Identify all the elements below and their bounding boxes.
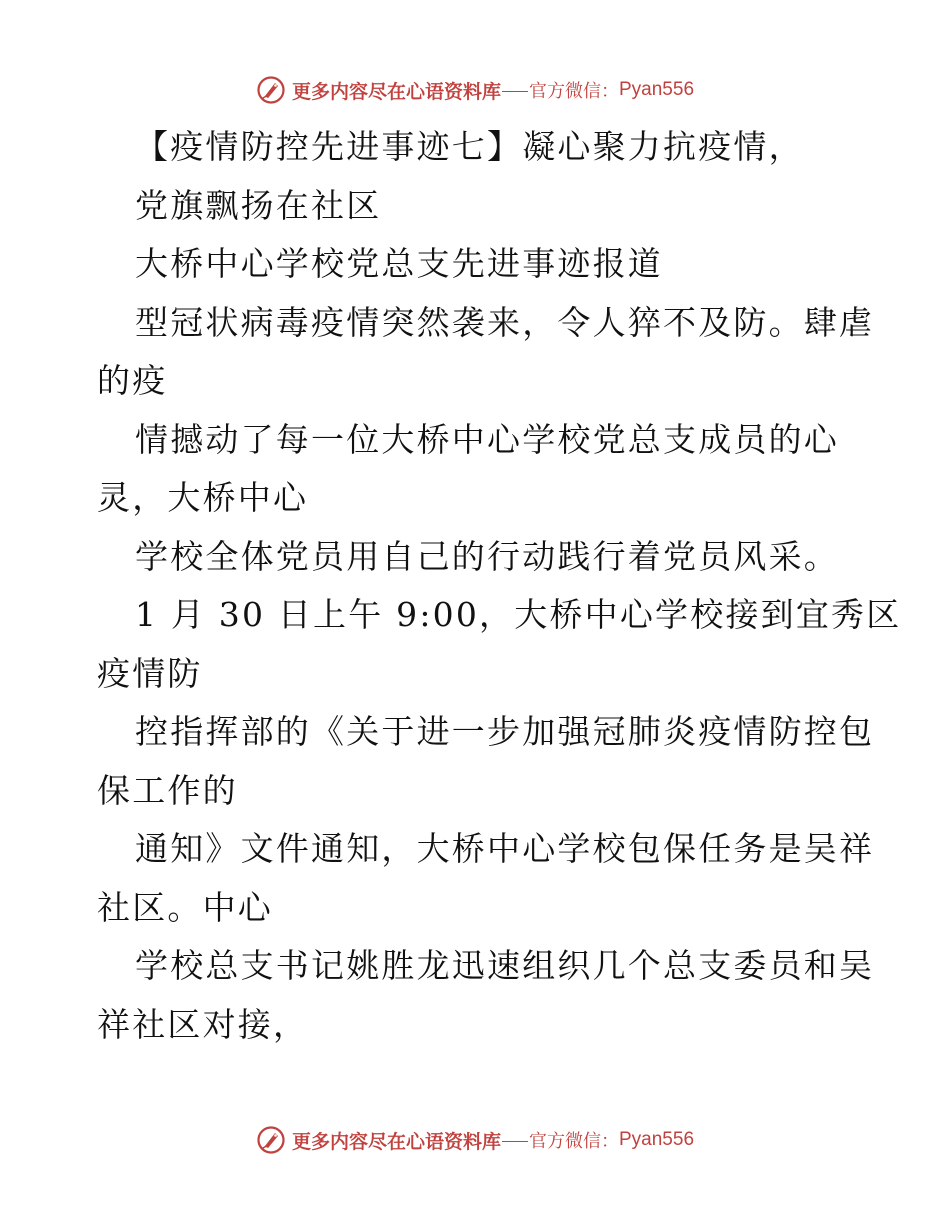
- document-line: 情撼动了每一位大桥中心学校党总支成员的心: [135, 419, 839, 459]
- watermark-wechat-label: 官方微信：: [529, 1131, 619, 1152]
- document-line: 学校总支书记姚胜龙迅速组织几个总支委员和吴: [135, 946, 875, 985]
- pen-nib-circle-logo-icon: [256, 1125, 286, 1155]
- document-line: 1 月 30 日上午 9:00，大桥中心学校接到宜秀区: [135, 595, 902, 634]
- document-line: 学校全体党员用自己的行动践行着党员风采。: [135, 536, 839, 576]
- watermark-text: 更多内容尽在心语资料库: [291, 1130, 501, 1153]
- watermark-footer: [0, 1120, 950, 1160]
- document-line: 灵，大桥中心: [97, 478, 309, 517]
- document-line: 大桥中心学校党总支先进事迹报道: [135, 244, 663, 283]
- document-line: 党旗飘扬在社区: [135, 185, 382, 225]
- document-body: [97, 118, 902, 1054]
- watermark-wechat-id: Pyan556: [619, 79, 695, 100]
- document-line: 【疫情防控先进事迹七】凝心聚力抗疫情，: [135, 127, 804, 166]
- watermark-text: 更多内容尽在心语资料库: [291, 80, 501, 103]
- document-line: 的疫: [97, 361, 168, 400]
- document-line: 社区。中心: [97, 887, 273, 927]
- pen-nib-circle-logo-icon: [256, 75, 286, 105]
- watermark-header: [0, 70, 950, 110]
- watermark-wechat-id: Pyan556: [619, 1129, 695, 1150]
- document-line: 控指挥部的《关于进一步加强冠肺炎疫情防控包: [135, 712, 875, 751]
- watermark-wechat-label: 官方微信：: [529, 81, 619, 102]
- document-line: 祥社区对接，: [97, 1004, 309, 1044]
- document-line: 保工作的: [97, 770, 238, 810]
- watermark-dash: [502, 1141, 528, 1142]
- document-line: 通知》文件通知，大桥中心学校包保任务是吴祥: [135, 829, 875, 868]
- watermark-dash: [502, 91, 528, 92]
- document-line: 型冠状病毒疫情突然袭来，令人猝不及防。肆虐: [135, 302, 875, 342]
- document-line: 疫情防: [97, 653, 203, 693]
